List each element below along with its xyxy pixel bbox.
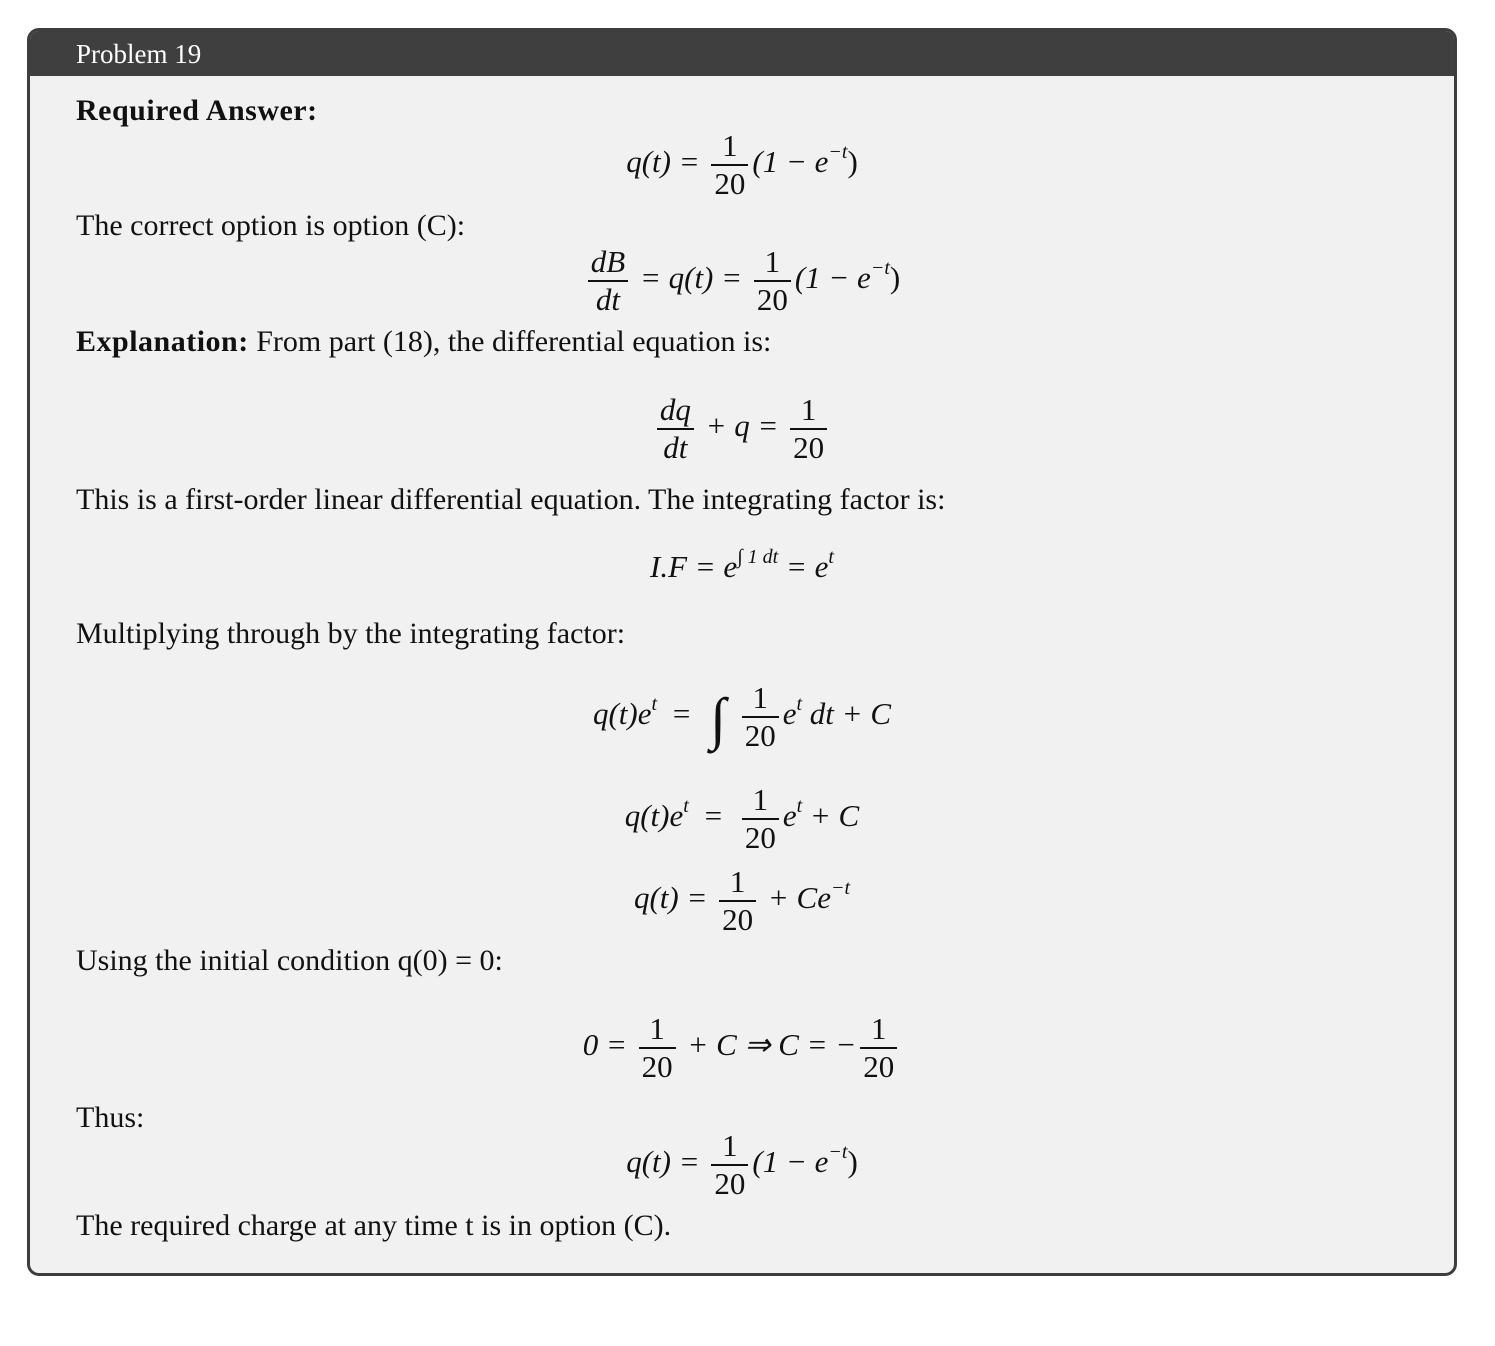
multiply-text: Multiplying through by the integrating factor: (76, 617, 626, 650)
solved-equation-2: q(t) = $\frac{1}{20}$ + $Ce^{-t}$ (633, 864, 851, 937)
fraction: $\frac{1}{20}$ (754, 244, 791, 318)
explanation-paragraph: Explanation: From part (18), the differential equation is: (76, 325, 772, 358)
required-answer-equation: q(t) = $\frac{1}{20}$ $(1 - e^{-t})$ (626, 128, 858, 201)
fraction: $\frac{1}{20}$ (711, 128, 748, 202)
problem-title: Problem 19 (30, 31, 1454, 76)
correct-option-equation: $\frac{dB}{dt}$ = q(t) = $\frac{1}{20}$ $(1 - e^{-t})$ (30, 244, 1454, 318)
fraction: $\frac{1}{20}$ (860, 1011, 897, 1085)
required-answer-label: Required Answer: (76, 94, 318, 127)
fraction: $\frac{1}{20}$ (790, 392, 827, 466)
problem-box (27, 28, 1457, 1276)
conclusion-text: The required charge at any time t is in option (C). (76, 1209, 672, 1242)
constant-equation: 0 = $\frac{1}{20}$ + C ⇒ C = − $\frac{1}{20}$ (30, 1011, 1454, 1085)
problem-content (30, 76, 1454, 1273)
fraction: $\frac{1}{20}$ (711, 1128, 748, 1202)
solved-equation-1: $q(t)e^t$ = $\frac{1}{20}$ $e^t + C$ (624, 782, 860, 855)
fraction: $\frac{1}{20}$ (742, 782, 779, 856)
integral-equation: $q(t)e^t$ = ∫ $\frac{1}{20}$ $e^t$ dt + C (592, 680, 891, 753)
eq-lhs: q(t) = (626, 144, 700, 180)
integral-sign: ∫ (710, 686, 726, 752)
differential-equation: $\frac{dq}{dt}$ + q = $\frac{1}{20}$ (30, 392, 1454, 466)
fraction: $\frac{1}{20}$ (742, 680, 779, 754)
fraction: $\frac{dB}{dt}$ (588, 244, 628, 318)
integrating-factor-equation: $I.F = e^{\int 1 dt} = e^t$ (650, 546, 834, 584)
fraction: $\frac{dq}{dt}$ (657, 392, 694, 466)
thus-text: Thus: (76, 1101, 145, 1134)
explanation-label: Explanation: (76, 325, 249, 358)
final-equation: q(t) = $\frac{1}{20}$ $(1 - e^{-t})$ (626, 1128, 858, 1201)
fraction: $\frac{1}{20}$ (639, 1011, 676, 1085)
linear-equation-text: This is a first-order linear differential equation. The integrating factor is: (76, 483, 946, 516)
fraction: $\frac{1}{20}$ (719, 864, 756, 938)
correct-option-text: The correct option is option (C): (76, 209, 466, 242)
initial-condition-text: Using the initial condition q(0) = 0: (76, 944, 503, 977)
